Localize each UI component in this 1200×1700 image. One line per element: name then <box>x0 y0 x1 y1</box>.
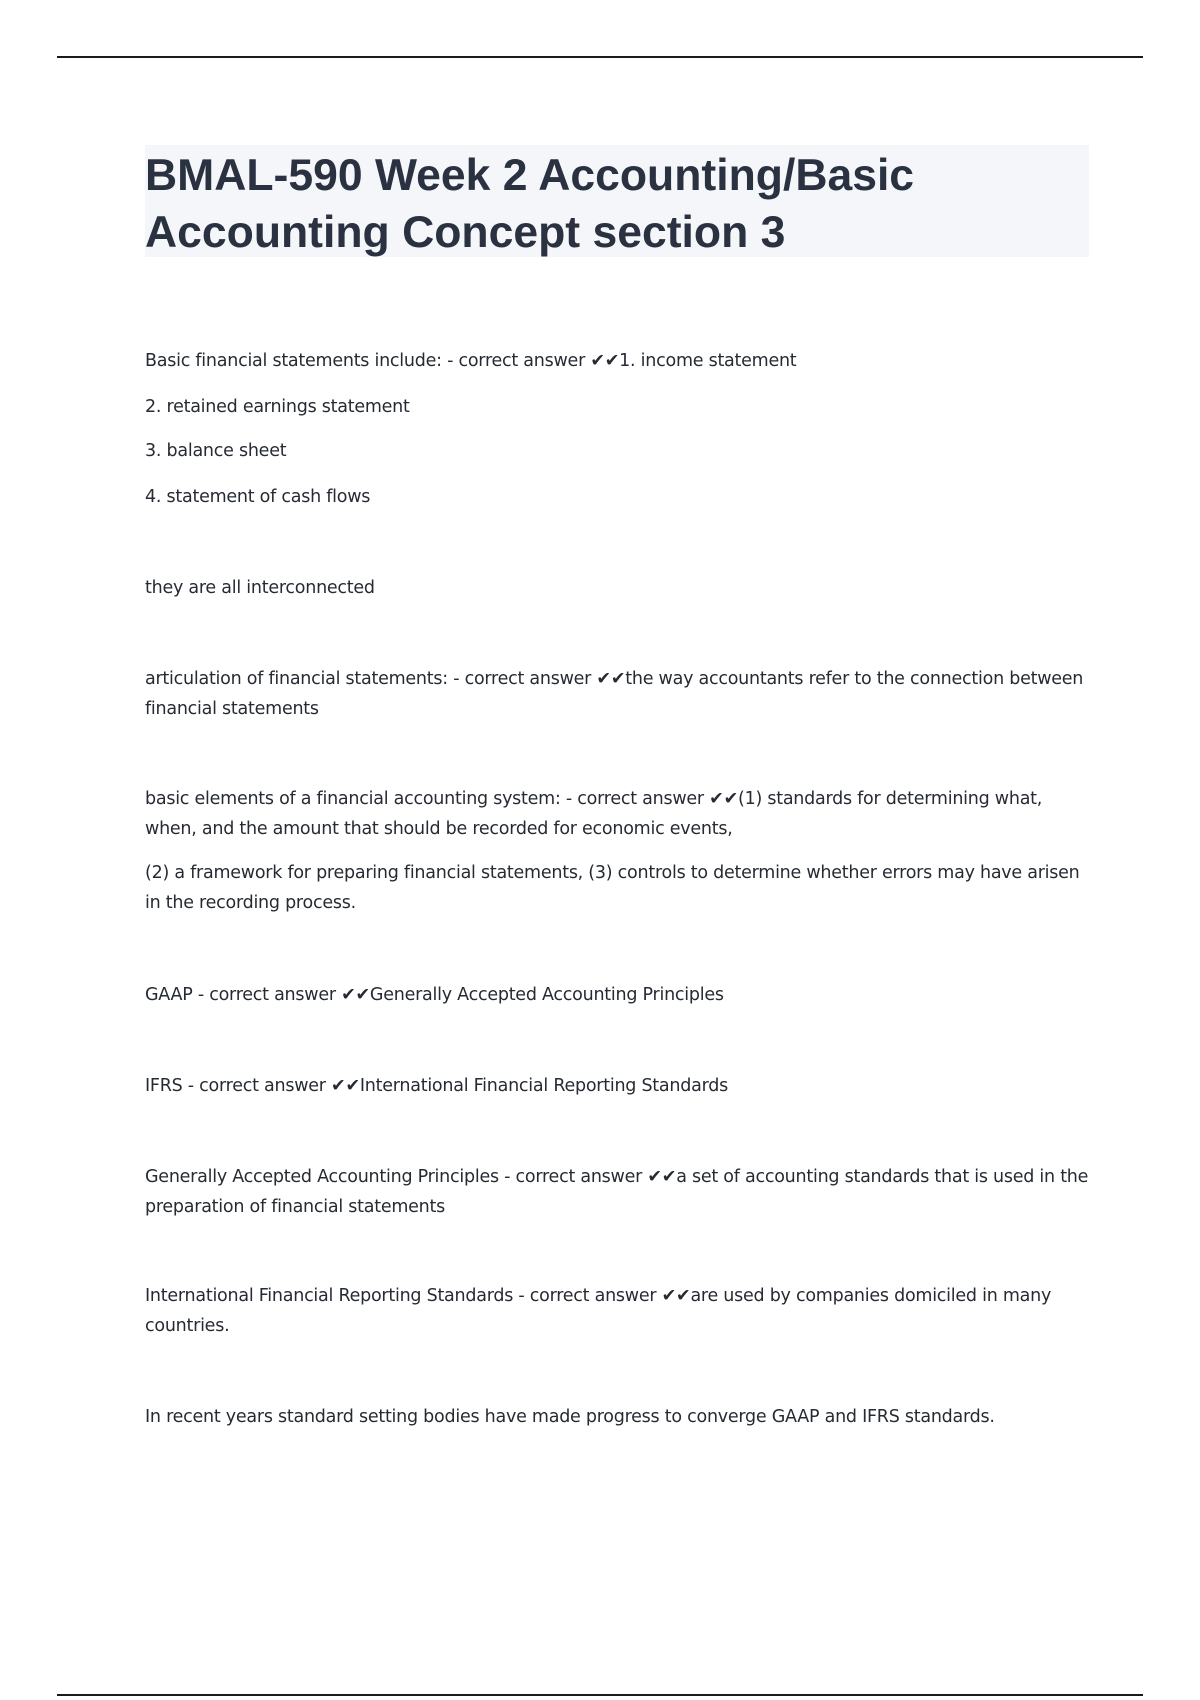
paragraph-convergence: In recent years standard setting bodies have made progress to converge GAAP and IFRS standards. <box>145 1407 995 1427</box>
document-title: BMAL-590 Week 2 Accounting/Basic Accounting Concept section 3 <box>145 151 915 257</box>
paragraph-basic-statements: Basic financial statements include: - correct answer ✔✔1. income statement <box>145 351 797 371</box>
paragraph-ifrs: IFRS - correct answer ✔✔International Financial Reporting Standards <box>145 1076 728 1096</box>
paragraph-gaap: GAAP - correct answer ✔✔Generally Accepted Accounting Principles <box>145 985 724 1005</box>
paragraph-articulation: articulation of financial statements: - correct answer ✔✔the way accountants refer to the connection between financial statements <box>145 669 1084 719</box>
paragraph-gaap-definition: Generally Accepted Accounting Principles - correct answer ✔✔a set of accounting standards that is used in the preparation of financial statements <box>145 1167 1089 1217</box>
list-item-cash-flows: 4. statement of cash flows <box>145 487 371 507</box>
top-divider <box>57 56 1143 58</box>
bottom-divider <box>57 1694 1143 1696</box>
paragraph-interconnected: they are all interconnected <box>145 578 375 598</box>
paragraph-basic-elements: basic elements of a financial accounting system: - correct answer ✔✔(1) standards for determining what, when, and the amount that should be recorded for economic events, <box>145 789 1043 839</box>
list-item-retained-earnings: 2. retained earnings statement <box>145 397 410 417</box>
paragraph-ifrs-definition: International Financial Reporting Standards - correct answer ✔✔are used by companies domiciled in many countries. <box>145 1286 1052 1336</box>
paragraph-framework: (2) a framework for preparing financial statements, (3) controls to determine whether errors may have arisen in the recording process. <box>145 863 1080 913</box>
list-item-balance-sheet: 3. balance sheet <box>145 441 287 461</box>
